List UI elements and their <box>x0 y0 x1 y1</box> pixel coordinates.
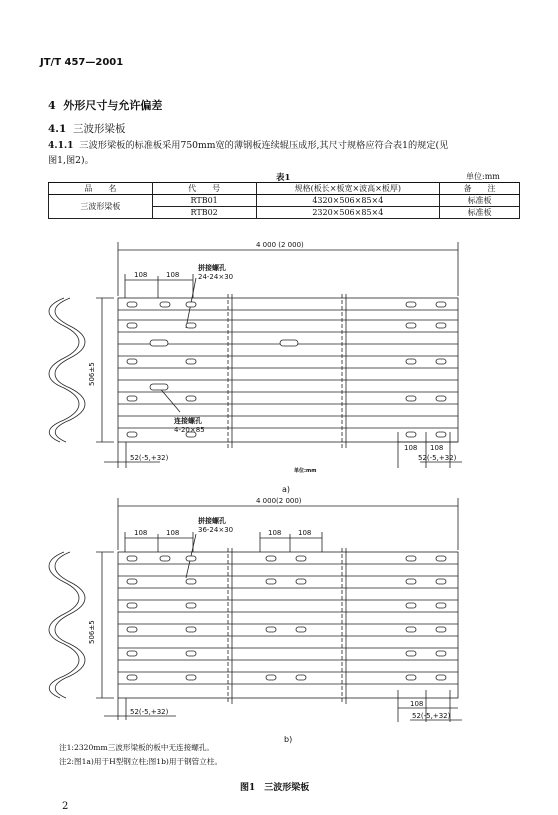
fig-b-total-length: 4 000(2 000) <box>256 497 302 505</box>
spec-cell: 2320×506×85×4 <box>256 207 440 219</box>
fig-b-dim-108c: 108 <box>268 529 282 537</box>
section-number: 4 <box>48 99 56 112</box>
fig-a-dim-108a: 108 <box>134 271 148 279</box>
paragraph-line-1 <box>48 137 448 151</box>
fig-a-connect-hole-size: 4-20×85 <box>174 426 205 434</box>
fig-b-dim-52-left: 52(-5,+32) <box>130 708 169 716</box>
figure-b-drawing <box>0 494 558 746</box>
header-code: 代 号 <box>152 183 256 195</box>
fig-b-height-dim: 506±5 <box>88 620 96 644</box>
section-title: 外形尺寸与允许偏差 <box>63 99 163 112</box>
fig-a-connect-hole-label: 连接螺孔 <box>174 417 202 425</box>
code-cell: RTB01 <box>152 195 256 207</box>
fig-b-dim-52-right: 52(-5,+32) <box>412 712 451 720</box>
fig-b-sub-label: b) <box>284 735 293 744</box>
fig-b-splice-hole-label: 拼接螺孔 <box>198 517 226 525</box>
fig-a-sub-label: a) <box>282 485 291 494</box>
figure-a-drawing <box>0 236 558 496</box>
paragraph-text-1: 三波形梁板的标准板采用750mm宽的薄钢板连续辊压成形,其尺寸规格应符合表1的规定(见 <box>79 140 449 151</box>
fig-a-dim-108-right: 108 <box>404 444 418 452</box>
fig-a-dim-52-right: 52(-5,+32) <box>418 454 457 462</box>
fig-a-dim-52-left: 52(-5,+32) <box>130 454 169 462</box>
fig-b-splice-hole-size: 36-24×30 <box>198 526 234 534</box>
fig-a-total-length: 4 000 (2 000) <box>256 241 304 249</box>
table-row <box>49 195 520 207</box>
spec-cell: 4320×506×85×4 <box>256 195 440 207</box>
paragraph-number: 4.1.1 <box>48 140 74 151</box>
page-number: 2 <box>62 801 69 812</box>
header-spec: 规格(板长×板宽×波高×板厚) <box>256 183 440 195</box>
fig-a-dim-108b: 108 <box>166 271 180 279</box>
header-product: 品 名 <box>49 183 153 195</box>
subsection-number: 4.1 <box>48 123 67 135</box>
table-title: 表1 <box>276 173 291 183</box>
product-name-cell: 三波形梁板 <box>49 195 153 219</box>
subsection-heading <box>48 121 125 136</box>
fig-a-unit: 单位:mm <box>294 468 317 474</box>
fig-a-height-dim: 506±5 <box>88 362 96 386</box>
figure-caption: 图1 三波形梁板 <box>240 783 310 793</box>
paragraph-text-2: 图1,图2)。 <box>48 155 94 166</box>
table-unit: 单位:mm <box>466 172 500 181</box>
fig-a-splice-hole-label: 拼接螺孔 <box>198 264 226 272</box>
note-1: 注1:2320mm三波形梁板的板中无连接螺孔。 <box>59 743 215 752</box>
fig-b-dim-108a: 108 <box>134 529 148 537</box>
standard-code: JT/T 457—2001 <box>40 57 124 68</box>
section-heading <box>48 97 162 113</box>
fig-b-dim-108-right: 108 <box>410 700 424 708</box>
fig-a-splice-hole-size: 24-24×30 <box>198 273 234 281</box>
note-2: 注2:图1a)用于H型钢立柱;图1b)用于钢管立柱。 <box>59 757 223 766</box>
fig-b-dim-108b: 108 <box>166 529 180 537</box>
remark-cell: 标准板 <box>440 195 520 207</box>
fig-b-dim-108d: 108 <box>298 529 312 537</box>
subsection-title: 三波形梁板 <box>72 123 126 135</box>
fig-a-dim-108-right2: 108 <box>430 444 444 452</box>
code-cell: RTB02 <box>152 207 256 219</box>
header-remark: 备 注 <box>440 183 520 195</box>
remark-cell: 标准板 <box>440 207 520 219</box>
table-header-row <box>49 183 520 195</box>
spec-table <box>48 182 520 219</box>
